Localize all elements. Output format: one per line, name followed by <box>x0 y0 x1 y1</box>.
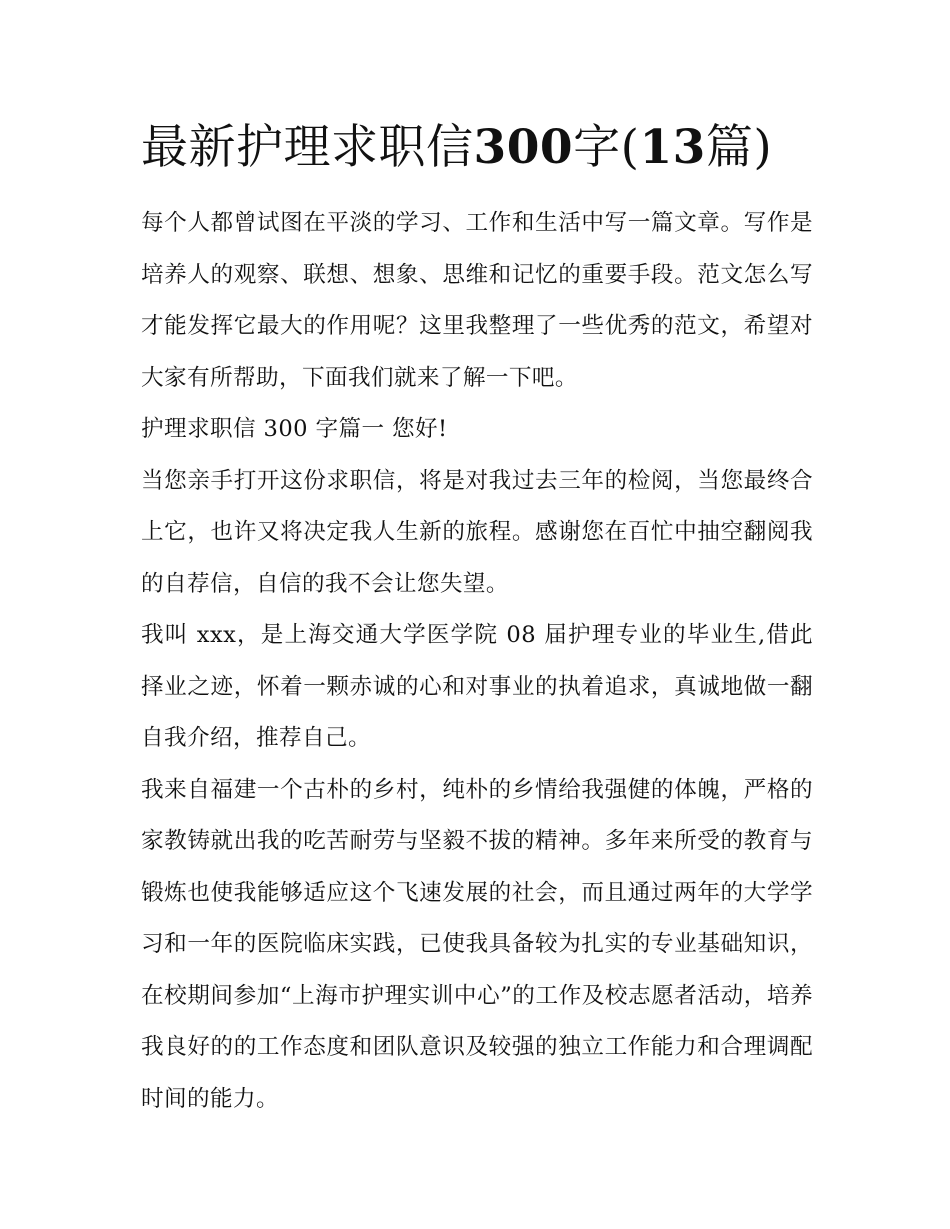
body-paragraph: 我叫 xxx，是上海交通大学医学院 08 届护理专业的毕业生,借此择业之迹，怀着一颗赤诚的心和对事业的执着追求，真诚地做一翻自我介绍，推荐自己。 <box>141 622 813 751</box>
title-suffix: 字( <box>573 120 640 175</box>
title-text: 最新护理求职信 <box>141 120 474 175</box>
document-title <box>141 112 813 184</box>
title-count: 13 <box>639 120 706 175</box>
document-page <box>141 112 813 1125</box>
intro-paragraph: 每个人都曾试图在平淡的学习、工作和生活中写一篇文章。写作是培养人的观察、联想、想象、思维和记忆的重要手段。范文怎么写才能发挥它最大的作用呢？这里我整理了一些优秀的范文，希望对大家有所帮助，下面我们就来了解一下吧。 <box>141 210 813 391</box>
title-suffix-end: 篇) <box>705 120 773 175</box>
body-paragraph: 当您亲手打开这份求职信，将是对我过去三年的检阅，当您最终合上它，也许又将决定我人生新的旅程。感谢您在百忙中抽空翻阅我的自荐信，自信的我不会让您失望。 <box>141 467 813 597</box>
title-number: 300 <box>473 120 574 175</box>
section-heading: 护理求职信 300 字篇一 您好! <box>141 416 448 442</box>
body-paragraph: 我来自福建一个古朴的乡村，纯朴的乡情给我强健的体魄，严格的家教铸就出我的吃苦耐劳与坚毅不拔的精神。多年来所受的教育与锻炼也使我能够适应这个飞速发展的社会，而且通过两年的大学学习和一年的医院临床实践，已使我具备较为扎实的专业基础知识，在校期间参加“上海市护理实训中心”的工作及校志愿者活动，培养我良好的的工作态度和团队意识及较强的独立工作能力和合理调配时间的能力。 <box>141 776 813 1112</box>
